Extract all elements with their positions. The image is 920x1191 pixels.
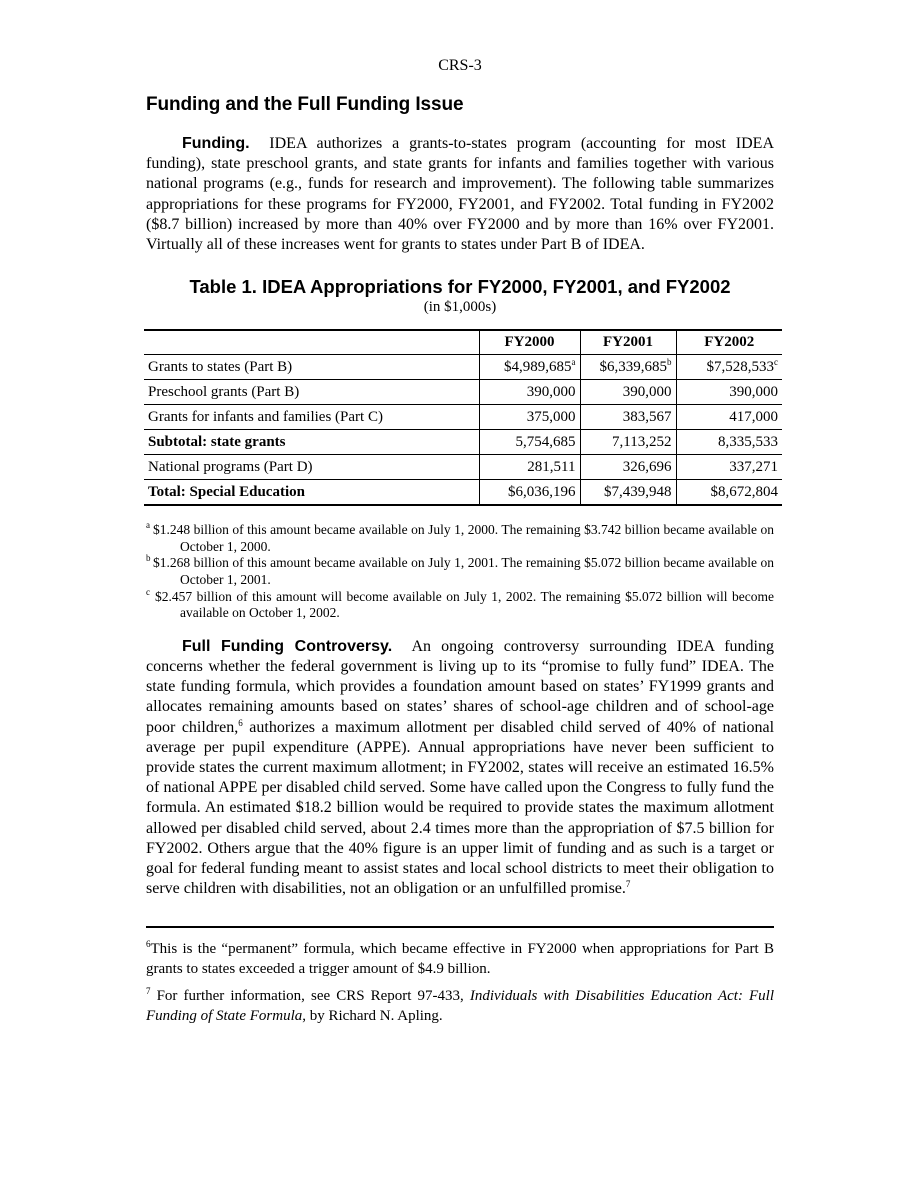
row-label: National programs (Part D) [144, 455, 479, 480]
table-header-row [144, 330, 782, 355]
column-header-fy2000: FY2000 [479, 330, 580, 355]
controversy-paragraph: Full Funding Controversy. An ongoing controversy surrounding IDEA funding concerns whether the federal government is living up to its “promise to fully fund” IDEA. The state funding formula, which provides a foundation amount based on states’ FY1999 grants and allocates remaining amounts based on states’ shares of school-age children and of school-age poor children,$^6$ authorizes a maximum allotment per disabled child served of 40% of national average per pupil expenditure (APPE). Annual appropriations have never been sufficient to provide states the current maximum allotment; in FY2002, states will receive an estimated 16.5% of national APPE per disabled child served. Some have called upon the Congress to fully fund the formula. An estimated $18.2 billion would be required to provide states the maximum allotment allowed per disabled child served, about 2.4 times more than the appropriation of $7.5 billion for FY2002. Others argue that the 40% figure is an upper limit of funding and as such is a target or goal for federal funding meant to assist states and local school districts to meet their obligation to serve children with disabilities, not an obligation or an unfulfilled promise.$^7$ [146, 637, 775, 898]
table-note-ref: a [571, 356, 576, 367]
table-row [144, 455, 782, 480]
funding-runin-heading: Funding. [182, 135, 250, 152]
row-label: Total: Special Education [148, 483, 305, 500]
table-row [144, 355, 782, 380]
table-cell: $8,672,804 [676, 480, 782, 506]
footnote-ref-7[interactable]: 7 [625, 879, 631, 890]
column-header-fy2002: FY2002 [676, 330, 782, 355]
table-note: $^b$ $1.268 billion of this amount became available on July 1, 2001. The remaining $5.072 billion became available on October 1, 2001. [146, 553, 774, 587]
table-subtitle: (in $1,000s) [423, 299, 497, 316]
footnote-ref-6[interactable]: 6 [238, 717, 243, 728]
row-label: Grants to states (Part B) [144, 355, 479, 380]
table-title: Table 1. IDEA Appropriations for FY2000, FY2001, and FY2002 [189, 276, 731, 298]
table-cell: 390,000 [479, 380, 580, 405]
row-label: Grants for infants and families (Part C) [144, 405, 479, 430]
funding-paragraph-text: IDEA authorizes a grants-to-states program (accounting for most IDEA funding), state preschool grants, and state grants for infants and families together with various national programs (e.g., funds for research and improvement). The following table summarizes appropriations for these programs for FY2000, FY2001, and FY2002. Total funding in FY2002 ($8.7 billion) increased by more than 40% over FY2000 and by more than 16% over FY2001. Virtually all of these increases went for grants to states under Part B of IDEA. [146, 135, 774, 254]
table-cell: 5,754,685 [479, 430, 580, 455]
table-cell: $4,989,685$^a$ [479, 355, 580, 380]
table-cell: 326,696 [580, 455, 676, 480]
table-cell: 383,567 [580, 405, 676, 430]
table-row [144, 380, 782, 405]
table-cell: 7,113,252 [580, 430, 676, 455]
table-note: $^c$ $2.457 billion of this amount will become available on July 1, 2002. The remaining $5.072 billion will become available on October 1, 2002. [146, 586, 774, 621]
table-cell: 390,000 [676, 380, 782, 405]
table-cell: $6,339,685$^b$ [580, 355, 676, 380]
table-note-ref: b [667, 356, 672, 367]
column-header [144, 330, 479, 355]
table-row [144, 405, 782, 430]
table-cell: 8,335,533 [676, 430, 782, 455]
table-note: $^a$ $1.248 billion of this amount became available on July 1, 2000. The remaining $3.742 billion became available on October 1, 2000. [146, 520, 774, 554]
controversy-runin-heading: Full Funding Controversy. [182, 637, 393, 655]
table-cell: 375,000 [479, 405, 580, 430]
report-title: Individuals with Disabilities Education Act: Full Funding of State Formula [146, 988, 775, 1024]
table-notes [146, 522, 774, 622]
footnote-divider [146, 926, 774, 928]
table-cell: 337,271 [676, 455, 782, 480]
table-cell: $7,439,948 [580, 480, 676, 506]
section-title: Funding and the Full Funding Issue [146, 94, 464, 115]
table-cell: 417,000 [676, 405, 782, 430]
page-header: CRS-3 [438, 57, 482, 74]
table-cell: $6,036,196 [479, 480, 580, 506]
table-note-ref: c [774, 356, 778, 367]
row-label: Preschool grants (Part B) [144, 380, 479, 405]
appropriations-table [144, 329, 782, 506]
document-page [146, 0, 778, 1026]
table-row-total [144, 480, 782, 506]
row-label: Subtotal: state grants [144, 430, 479, 455]
footnote-number: 6 [146, 939, 151, 950]
column-header-fy2001: FY2001 [580, 330, 676, 355]
table-cell: 281,511 [479, 455, 580, 480]
funding-paragraph [146, 134, 774, 255]
table-row-subtotal [144, 430, 782, 455]
footnote-7: $^7$ For further information, see CRS Report 97-433, Individuals with Disabilities Education Act: Full Funding of State Formula, by Richard N. Apling. [146, 986, 775, 1024]
table-cell: $7,528,533$^c$ [676, 355, 782, 380]
footnote-number: 7 [146, 986, 151, 997]
table-cell: 390,000 [580, 380, 676, 405]
footnote-6: $^6$This is the “permanent” formula, which became effective in FY2000 when appropriations for Part B grants to states exceeded a trigger amount of $4.9 billion. [146, 939, 774, 977]
